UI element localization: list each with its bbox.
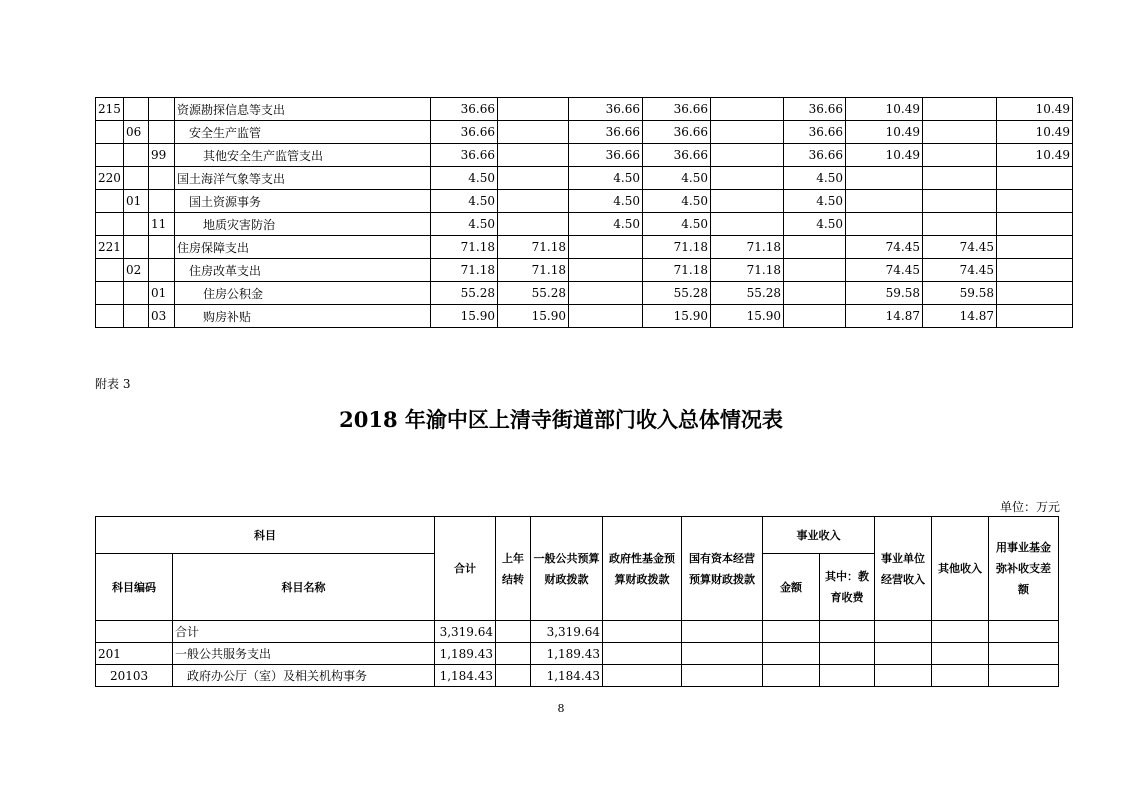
code-cell: 20103: [96, 665, 173, 687]
empty-cell: [932, 665, 989, 687]
value-cell: 4.50: [643, 167, 711, 190]
value-cell: [997, 167, 1073, 190]
value-cell: 36.66: [784, 121, 846, 144]
total-cell: 1,189.43: [435, 643, 496, 665]
value-cell: 71.18: [643, 236, 711, 259]
code-cell: 220: [96, 167, 124, 190]
name-cell: 政府办公厅（室）及相关机构事务: [173, 665, 435, 687]
empty-cell: [682, 643, 763, 665]
code-cell: [96, 305, 124, 328]
value-cell: [498, 121, 569, 144]
value-cell: 74.45: [923, 259, 997, 282]
value-cell: [498, 167, 569, 190]
value-cell: [711, 144, 784, 167]
general-cell: 1,189.43: [531, 643, 603, 665]
value-cell: 71.18: [498, 236, 569, 259]
value-cell: 10.49: [846, 98, 923, 121]
table-row: [96, 190, 1073, 213]
value-cell: [997, 305, 1073, 328]
table-row: [96, 259, 1073, 282]
code-cell: 99: [149, 144, 175, 167]
code-cell: [96, 190, 124, 213]
code-cell: [149, 236, 175, 259]
value-cell: [923, 121, 997, 144]
total-cell: 3,319.64: [435, 621, 496, 643]
empty-cell: [603, 665, 682, 687]
code-cell: 215: [96, 98, 124, 121]
appendix-label: 附表 3: [95, 377, 131, 391]
value-cell: 36.66: [643, 121, 711, 144]
header-unit-business: 事业单位经营收入: [875, 517, 932, 621]
empty-cell: [820, 665, 875, 687]
value-cell: 36.66: [569, 121, 643, 144]
empty-cell: [682, 621, 763, 643]
empty-cell: [820, 621, 875, 643]
value-cell: 4.50: [569, 190, 643, 213]
code-cell: [124, 167, 149, 190]
header-state-capital: 国有资本经营预算财政拨款: [682, 517, 763, 621]
value-cell: 55.28: [431, 282, 498, 305]
empty-cell: [763, 621, 820, 643]
name-cell: 住房公积金: [175, 282, 431, 305]
header-code: 科目编码: [96, 554, 173, 621]
value-cell: [498, 190, 569, 213]
value-cell: 71.18: [643, 259, 711, 282]
header-general-budget: 一般公共预算财政拨款: [531, 517, 603, 621]
code-cell: [96, 144, 124, 167]
value-cell: [498, 213, 569, 236]
table-row: [96, 236, 1073, 259]
value-cell: [846, 190, 923, 213]
value-cell: 4.50: [569, 213, 643, 236]
value-cell: [711, 167, 784, 190]
value-cell: 36.66: [431, 98, 498, 121]
empty-cell: [875, 643, 932, 665]
value-cell: 4.50: [784, 190, 846, 213]
general-cell: 3,319.64: [531, 621, 603, 643]
header-subject: 科目: [96, 517, 435, 554]
code-cell: [124, 236, 149, 259]
value-cell: 59.58: [846, 282, 923, 305]
value-cell: 15.90: [431, 305, 498, 328]
table-row: [96, 643, 1059, 665]
code-cell: [149, 98, 175, 121]
value-cell: 74.45: [846, 236, 923, 259]
value-cell: 71.18: [711, 236, 784, 259]
header-name: 科目名称: [173, 554, 435, 621]
value-cell: 36.66: [431, 121, 498, 144]
carry-cell: [496, 621, 531, 643]
value-cell: 71.18: [431, 236, 498, 259]
code-cell: [96, 213, 124, 236]
code-cell: 02: [124, 259, 149, 282]
value-cell: 10.49: [846, 121, 923, 144]
code-cell: [124, 282, 149, 305]
name-cell: 安全生产监管: [175, 121, 431, 144]
header-total: 合计: [435, 517, 496, 621]
header-other-income: 其他收入: [932, 517, 989, 621]
value-cell: 10.49: [997, 144, 1073, 167]
value-cell: 10.49: [997, 98, 1073, 121]
value-cell: [846, 213, 923, 236]
value-cell: 4.50: [431, 213, 498, 236]
empty-cell: [763, 665, 820, 687]
header-carryover: 上年结转: [496, 517, 531, 621]
value-cell: [923, 190, 997, 213]
name-cell: 一般公共服务支出: [173, 643, 435, 665]
top-expenditure-table: [95, 97, 1073, 328]
value-cell: [923, 98, 997, 121]
page-number: 8: [557, 702, 565, 715]
value-cell: 10.49: [846, 144, 923, 167]
value-cell: [569, 282, 643, 305]
value-cell: 74.45: [923, 236, 997, 259]
value-cell: 36.66: [643, 144, 711, 167]
value-cell: [498, 144, 569, 167]
code-cell: [96, 121, 124, 144]
value-cell: 36.66: [569, 144, 643, 167]
empty-cell: [603, 621, 682, 643]
empty-cell: [932, 621, 989, 643]
code-cell: [96, 282, 124, 305]
header-edu-fee: 其中：教育收费: [820, 554, 875, 621]
value-cell: [784, 259, 846, 282]
value-cell: 71.18: [498, 259, 569, 282]
name-cell: 住房保障支出: [175, 236, 431, 259]
value-cell: 4.50: [643, 213, 711, 236]
total-cell: 1,184.43: [435, 665, 496, 687]
value-cell: [711, 121, 784, 144]
value-cell: [711, 190, 784, 213]
table-row: [96, 167, 1073, 190]
value-cell: 14.87: [923, 305, 997, 328]
code-cell: [96, 259, 124, 282]
name-cell: 住房改革支出: [175, 259, 431, 282]
empty-cell: [989, 643, 1059, 665]
value-cell: 55.28: [711, 282, 784, 305]
value-cell: 15.90: [711, 305, 784, 328]
value-cell: 36.66: [784, 98, 846, 121]
empty-cell: [682, 665, 763, 687]
value-cell: 36.66: [784, 144, 846, 167]
value-cell: [569, 305, 643, 328]
value-cell: 36.66: [569, 98, 643, 121]
value-cell: [997, 259, 1073, 282]
code-cell: 01: [124, 190, 149, 213]
value-cell: 71.18: [711, 259, 784, 282]
empty-cell: [603, 643, 682, 665]
value-cell: 15.90: [498, 305, 569, 328]
header-amount: 金额: [763, 554, 820, 621]
code-cell: 06: [124, 121, 149, 144]
value-cell: 4.50: [569, 167, 643, 190]
name-cell: 购房补贴: [175, 305, 431, 328]
income-summary-table: [95, 516, 1059, 687]
value-cell: [997, 282, 1073, 305]
value-cell: [846, 167, 923, 190]
code-cell: [124, 213, 149, 236]
value-cell: [784, 305, 846, 328]
code-cell: [149, 121, 175, 144]
value-cell: [923, 167, 997, 190]
code-cell: 201: [96, 643, 173, 665]
value-cell: [997, 236, 1073, 259]
code-cell: [96, 621, 173, 643]
code-cell: [149, 190, 175, 213]
value-cell: 4.50: [431, 167, 498, 190]
value-cell: 55.28: [498, 282, 569, 305]
empty-cell: [875, 621, 932, 643]
value-cell: [569, 236, 643, 259]
page-title: 2018 年渝中区上清寺街道部门收入总体情况表: [339, 407, 783, 432]
value-cell: [997, 213, 1073, 236]
value-cell: 10.49: [997, 121, 1073, 144]
value-cell: [923, 213, 997, 236]
empty-cell: [763, 643, 820, 665]
value-cell: [711, 213, 784, 236]
value-cell: [923, 144, 997, 167]
code-cell: 01: [149, 282, 175, 305]
table-row: [96, 213, 1073, 236]
table-row: [96, 98, 1073, 121]
name-cell: 资源勘探信息等支出: [175, 98, 431, 121]
empty-cell: [932, 643, 989, 665]
code-cell: [124, 144, 149, 167]
carry-cell: [496, 643, 531, 665]
header-enterprise-income: 事业收入: [763, 517, 875, 554]
table-row: [96, 305, 1073, 328]
name-cell: 国土资源事务: [175, 190, 431, 213]
table-row: [96, 665, 1059, 687]
unit-label: 单位：万元: [999, 500, 1060, 514]
empty-cell: [875, 665, 932, 687]
value-cell: 4.50: [431, 190, 498, 213]
value-cell: [711, 98, 784, 121]
value-cell: 36.66: [643, 98, 711, 121]
table-row: [96, 144, 1073, 167]
value-cell: [997, 190, 1073, 213]
value-cell: 55.28: [643, 282, 711, 305]
general-cell: 1,184.43: [531, 665, 603, 687]
value-cell: [498, 98, 569, 121]
value-cell: [569, 259, 643, 282]
header-fund-balance: 用事业基金弥补收支差额: [989, 517, 1059, 621]
value-cell: 74.45: [846, 259, 923, 282]
code-cell: [124, 98, 149, 121]
table-row: [96, 621, 1059, 643]
code-cell: [149, 167, 175, 190]
value-cell: 15.90: [643, 305, 711, 328]
value-cell: 59.58: [923, 282, 997, 305]
name-cell: 地质灾害防治: [175, 213, 431, 236]
code-cell: 03: [149, 305, 175, 328]
name-cell: 其他安全生产监管支出: [175, 144, 431, 167]
empty-cell: [820, 643, 875, 665]
name-cell: 国土海洋气象等支出: [175, 167, 431, 190]
value-cell: 4.50: [784, 213, 846, 236]
value-cell: 4.50: [643, 190, 711, 213]
value-cell: 36.66: [431, 144, 498, 167]
value-cell: 14.87: [846, 305, 923, 328]
code-cell: 221: [96, 236, 124, 259]
empty-cell: [989, 665, 1059, 687]
value-cell: 4.50: [784, 167, 846, 190]
table-row: [96, 282, 1073, 305]
code-cell: 11: [149, 213, 175, 236]
code-cell: [149, 259, 175, 282]
empty-cell: [989, 621, 1059, 643]
value-cell: [784, 236, 846, 259]
code-cell: [124, 305, 149, 328]
value-cell: 71.18: [431, 259, 498, 282]
header-gov-fund: 政府性基金预算财政拨款: [603, 517, 682, 621]
carry-cell: [496, 665, 531, 687]
value-cell: [784, 282, 846, 305]
name-cell: 合计: [173, 621, 435, 643]
table-row: [96, 121, 1073, 144]
